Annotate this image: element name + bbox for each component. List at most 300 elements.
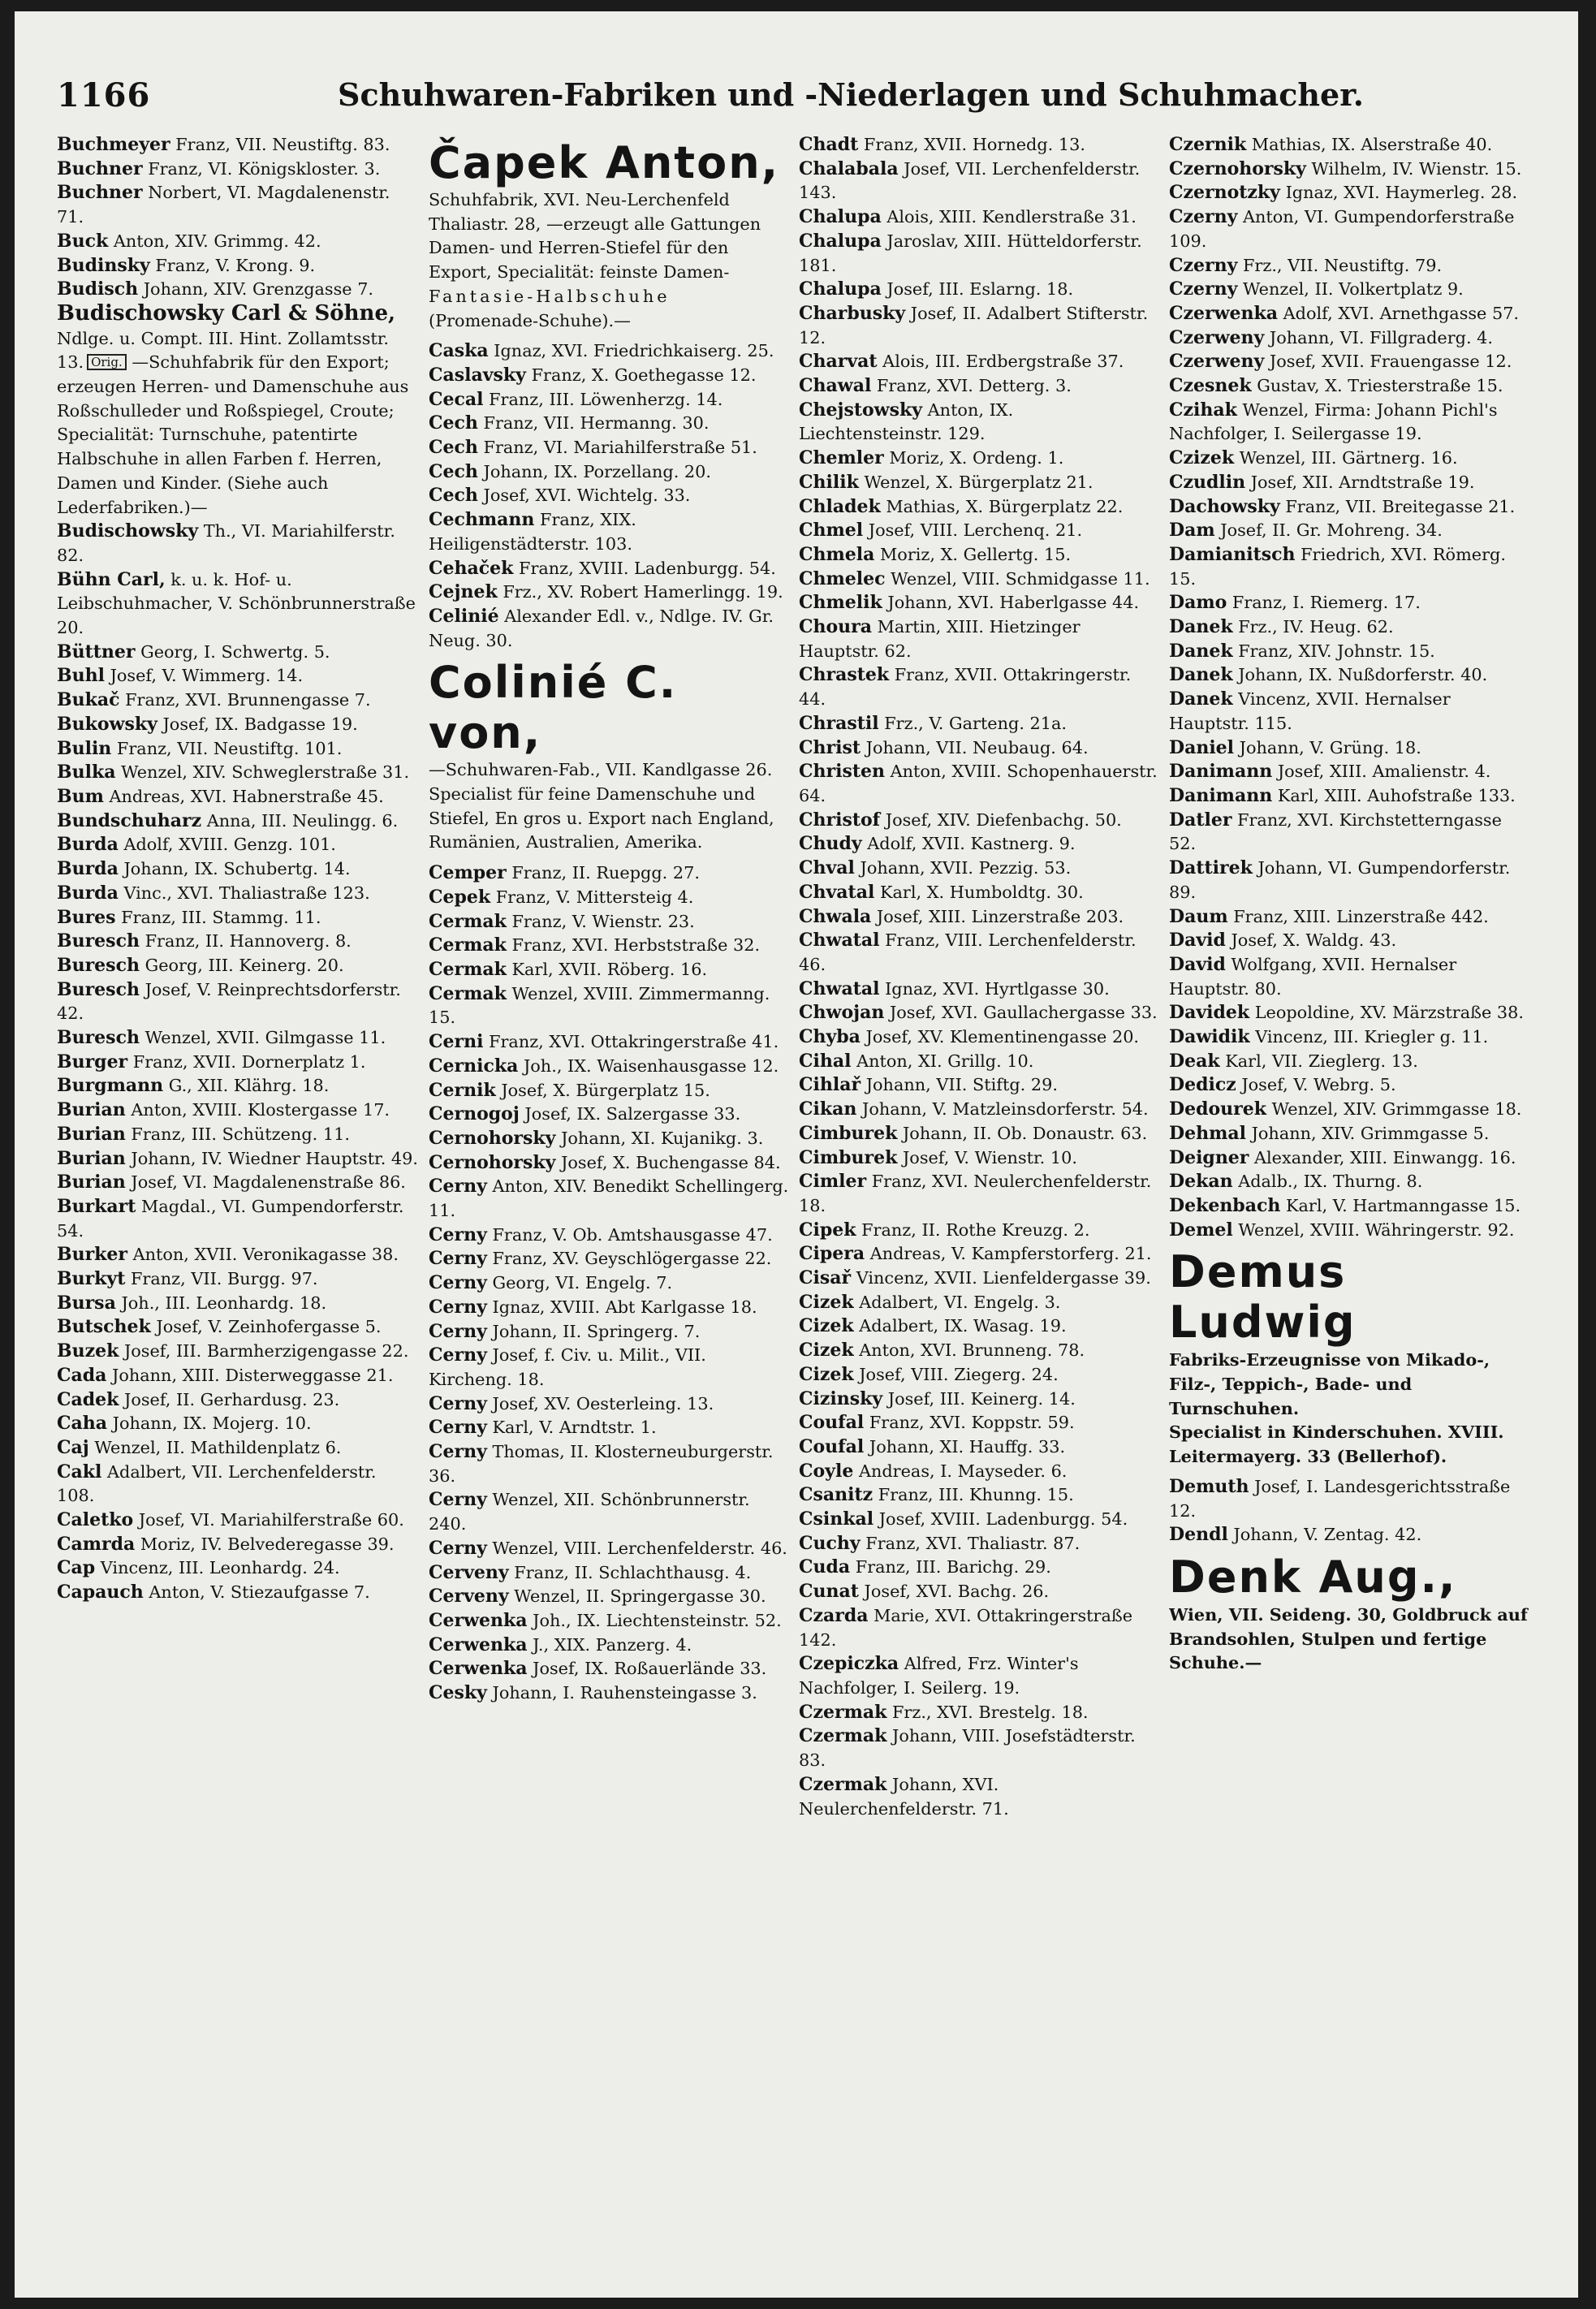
directory-entry xyxy=(799,1652,1160,1700)
directory-entry xyxy=(429,958,790,982)
entry-name: Dehmal xyxy=(1169,1122,1246,1144)
directory-entry xyxy=(799,881,1160,905)
entry-name: Chladek xyxy=(799,495,881,517)
directory-entry xyxy=(57,1074,418,1098)
entry-name: Celinié xyxy=(429,605,499,627)
entry-address: Josef, IX. Roßauerlände 33. xyxy=(527,1659,767,1679)
entry-name: Czudlin xyxy=(1169,471,1246,493)
page-title: Schuhwaren-Fabriken und -Niederlagen und Schuhmacher. xyxy=(338,76,1364,113)
directory-entry xyxy=(799,471,1160,495)
directory-entry xyxy=(799,1388,1160,1412)
directory-entry xyxy=(429,934,790,958)
entry-name: Cech xyxy=(429,460,478,482)
entry-name: Burgmann xyxy=(57,1075,164,1097)
directory-entry xyxy=(57,688,418,713)
entry-name: Chmela xyxy=(799,543,875,565)
directory-entry xyxy=(1169,1098,1530,1122)
directory-entry xyxy=(799,278,1160,302)
entry-name: Chudy xyxy=(799,833,862,855)
directory-entry xyxy=(1169,205,1530,253)
directory-entry xyxy=(799,1001,1160,1025)
entry-name: Caha xyxy=(57,1413,108,1435)
entry-address: Norbert, VI. Magdalenenstr. 71. xyxy=(57,183,390,227)
entry-address: Josef, V. Webrg. 5. xyxy=(1236,1075,1396,1095)
entry-name: Cimburek xyxy=(799,1146,898,1168)
entry-address: Johann, XIII. Disterweggasse 21. xyxy=(106,1365,394,1385)
directory-entry xyxy=(1169,1122,1530,1146)
entry-address: Wenzel, III. Gärtnerg. 16. xyxy=(1234,448,1458,468)
entry-address: Josef, XII. Arndtstraße 19. xyxy=(1245,472,1475,492)
directory-entry xyxy=(799,1098,1160,1122)
entry-name: Danimann xyxy=(1169,761,1273,783)
directory-entry xyxy=(429,1537,790,1561)
entry-name: Büttner xyxy=(57,641,136,662)
entry-name: Cerny xyxy=(429,1320,487,1342)
entry-address: Anton, XVIII. Schopenhauerstr. 64. xyxy=(799,762,1158,805)
directory-entry xyxy=(799,302,1160,350)
entry-name: Cermak xyxy=(429,910,507,932)
entry-name: Cerni xyxy=(429,1031,484,1053)
advertisement-text: Schuhfabrik, XVI. Neu-Lerchenfeld Thaliastr. 28, —erzeugt alle Gattungen Damen- und Herren-Stiefel für den Export, Specialität: feinste Damen- xyxy=(429,190,761,283)
advertiser-name: Denk Aug., xyxy=(1169,1551,1457,1603)
entry-name: Cizek xyxy=(799,1291,854,1313)
entry-name: Czarda xyxy=(799,1604,869,1626)
entry-address: Wolfgang, XVII. Hernalser Hauptstr. 80. xyxy=(1169,954,1457,999)
entry-address: Franz, XVI. Neulerchenfelderstr. 18. xyxy=(799,1172,1152,1215)
entry-name: Cerny xyxy=(429,1392,487,1414)
advertisement-text: Fabriks-Erzeugnisse von Mikado-, Filz-, Teppich-, Bade- und Turnschuhen. xyxy=(1169,1349,1490,1418)
directory-entry xyxy=(57,133,418,158)
entry-name: Cermak xyxy=(429,958,507,980)
entry-name: Cizek xyxy=(799,1363,854,1385)
entry-name: Danek xyxy=(1169,664,1233,686)
entry-name: Burda xyxy=(57,858,119,880)
entry-address: Alfred, Frz. Winter's Nachfolger, I. Seilerg. 19. xyxy=(799,1654,1079,1698)
entry-address: Adolf, XVI. Arnethgasse 57. xyxy=(1278,303,1520,323)
entry-name: Deigner xyxy=(1169,1146,1249,1168)
entry-address: Josef, XVI. Wichtelg. 33. xyxy=(477,486,691,506)
directory-entry xyxy=(799,1701,1160,1725)
entry-name: Chwatal xyxy=(799,930,880,952)
entry-address: Johann, XVII. Pezzig. 53. xyxy=(854,858,1072,878)
entry-name: Burkart xyxy=(57,1195,136,1217)
entry-address: Vincenz, XVII. Lienfeldergasse 39. xyxy=(851,1268,1151,1288)
entry-name: Buresch xyxy=(57,978,140,1000)
entry-address: Anton, XI. Grillg. 10. xyxy=(851,1051,1034,1071)
directory-entry xyxy=(799,543,1160,568)
entry-address: k. u. k. Hof- u. Leibschuhmacher, V. Schönbrunnerstraße 20. xyxy=(57,569,416,638)
directory-entry xyxy=(429,580,790,605)
entry-name: Cechmann xyxy=(429,509,535,531)
entry-name: Chawal xyxy=(799,375,872,397)
entry-name: Coufal xyxy=(799,1435,865,1457)
directory-entry xyxy=(429,1296,790,1320)
entry-name: Bukowsky xyxy=(57,713,157,735)
entry-address: Josef, V. Wimmerg. 14. xyxy=(104,666,304,686)
entry-address: Franz, VII. Neustiftg. 101. xyxy=(111,738,343,758)
entry-address: Frz., V. Garteng. 21a. xyxy=(878,713,1068,733)
entry-name: David xyxy=(1169,930,1226,952)
entry-address: Franz, VII. Neustiftg. 83. xyxy=(170,135,390,154)
directory-entry xyxy=(429,1030,790,1055)
directory-entry xyxy=(429,1440,790,1488)
entry-name: Buresch xyxy=(57,954,140,976)
entry-address: Josef, VIII. Lerchenq. 21. xyxy=(863,520,1083,541)
directory-entry xyxy=(799,1580,1160,1604)
entry-name: Chalabala xyxy=(799,158,899,179)
directory-entry xyxy=(1169,350,1530,374)
entry-address: Josef, XIV. Diefenbachg. 50. xyxy=(880,809,1122,830)
directory-entry xyxy=(57,857,418,882)
entry-address: Franz, X. Goethegasse 12. xyxy=(525,365,757,385)
directory-page xyxy=(15,11,1578,2298)
directory-entry xyxy=(57,1315,418,1340)
directory-entry xyxy=(57,568,418,641)
entry-address: Johann, V. Grüng. 18. xyxy=(1234,737,1421,757)
entry-address: Franz, I. Riemerg. 17. xyxy=(1227,593,1421,613)
entry-name: Czerweny xyxy=(1169,351,1265,373)
directory-entry xyxy=(429,1585,790,1609)
entry-name: Buresch xyxy=(57,1027,140,1049)
entry-address: Adalb., IX. Thurng. 8. xyxy=(1232,1172,1423,1192)
directory-entry xyxy=(799,1339,1160,1363)
entry-address: Johann, VI. Gumpendorferstr. 89. xyxy=(1169,858,1511,902)
entry-address: Anton, XVII. Veronikagasse 38. xyxy=(127,1245,399,1265)
directory-entry xyxy=(429,1320,790,1344)
entry-name: Budisch xyxy=(57,278,139,300)
directory-entry xyxy=(57,664,418,688)
entry-address: Anton, XVIII. Klostergasse 17. xyxy=(125,1100,390,1120)
directory-entry xyxy=(429,1488,790,1536)
directory-entry xyxy=(57,1533,418,1557)
entry-address: Franz, XVII. Ottakringerstr. 44. xyxy=(799,665,1132,710)
directory-entry xyxy=(799,230,1160,278)
entry-name: Csinkal xyxy=(799,1508,874,1530)
directory-entry xyxy=(1169,905,1530,930)
entry-address: Johann, IX. Nußdorferstr. 40. xyxy=(1232,665,1488,685)
entry-name: Buresch xyxy=(57,930,140,952)
directory-entry xyxy=(429,460,790,485)
entry-address: Karl, XIII. Auhofstraße 133. xyxy=(1272,785,1516,805)
entry-address: Karl, X. Humboldtg. 30. xyxy=(874,882,1084,902)
entry-address: Josef, X. Waldg. 43. xyxy=(1225,930,1397,951)
directory-entry xyxy=(57,641,418,665)
directory-entry xyxy=(429,1103,790,1127)
entry-address: Wenzel, XVIII. Zimmermanng. 15. xyxy=(429,983,770,1028)
entry-address: Johann, VII. Stiftg. 29. xyxy=(861,1075,1058,1095)
entry-name: Chadt xyxy=(799,134,859,155)
directory-entry xyxy=(429,1561,790,1586)
entry-name: Chrastil xyxy=(799,712,879,734)
entry-address: Josef, V. Reinprechtsdorferstr. 42. xyxy=(57,979,401,1024)
directory-entry xyxy=(799,1460,1160,1484)
column-4 xyxy=(1169,133,1530,2293)
entry-address: Wenzel, XIV. Grimmgasse 18. xyxy=(1266,1099,1522,1120)
directory-entry xyxy=(1169,471,1530,495)
entry-address: Johann, V. Matzleinsdorferstr. 54. xyxy=(856,1099,1149,1120)
entry-name: Cisař xyxy=(799,1267,852,1289)
advertisement-entry xyxy=(429,138,790,333)
entry-name: Budinsky xyxy=(57,254,150,276)
entry-name: Cerny xyxy=(429,1176,487,1198)
entry-name: Dawidik xyxy=(1169,1026,1250,1048)
directory-entry xyxy=(799,1073,1160,1098)
directory-entry xyxy=(429,1247,790,1271)
directory-entry xyxy=(1169,615,1530,640)
entry-name: Caslavsky xyxy=(429,364,526,386)
entry-name: Cerwenka xyxy=(429,1658,528,1680)
entry-address: J., XIX. Panzerg. 4. xyxy=(527,1634,692,1655)
entry-name: Cizinsky xyxy=(799,1388,883,1409)
entry-address: Johann, IX. Mojerg. 10. xyxy=(107,1413,312,1434)
entry-name: Christ xyxy=(799,736,861,758)
entry-address: Josef, VIII. Ziegerg. 24. xyxy=(853,1364,1059,1384)
entry-name: Cerny xyxy=(429,1296,487,1318)
entry-address: Alois, III. Erdbergstraße 37. xyxy=(877,352,1124,372)
entry-address: Franz, II. Ruepgg. 27. xyxy=(506,863,700,883)
entry-address: Franz, III. Stammg. 11. xyxy=(115,907,321,927)
entry-name: Bühn Carl, xyxy=(57,568,166,590)
entry-name: Butschek xyxy=(57,1316,151,1338)
entry-name: Caletko xyxy=(57,1509,134,1531)
directory-entry xyxy=(429,1271,790,1296)
entry-name: Chwatal xyxy=(799,978,880,999)
entry-address: Wenzel, Firma: Johann Pichl's Nachfolger, I. Seilergasse 19. xyxy=(1169,399,1498,444)
entry-name: Cermak xyxy=(429,934,507,956)
entry-address: Franz, XVIII. Ladenburgg. 54. xyxy=(513,558,776,578)
entry-name: Capauch xyxy=(57,1582,144,1603)
entry-address: Johann, VIII. Josefstädterstr. 83. xyxy=(799,1726,1136,1771)
entry-address: Anton, IX. Liechtensteinstr. 129. xyxy=(799,399,1014,444)
entry-address: Ignaz, XVIII. Abt Karlgasse 18. xyxy=(486,1297,757,1317)
entry-address: Wenzel, XVIII. Währingerstr. 92. xyxy=(1232,1219,1515,1240)
entry-name: Davidek xyxy=(1169,1002,1250,1024)
directory-entry xyxy=(57,1340,418,1364)
entry-address: Franz, VI. Mariahilferstraße 51. xyxy=(477,438,757,458)
entry-name: Danek xyxy=(1169,616,1233,638)
directory-entry xyxy=(1169,1194,1530,1219)
entry-name: Cernicka xyxy=(429,1055,519,1077)
entry-name: Buchner xyxy=(57,158,143,179)
entry-address: Johann, XIV. Grenzgasse 7. xyxy=(138,279,374,300)
entry-address: Josef, II. Gerhardusg. 23. xyxy=(119,1389,340,1409)
entry-address: Frz., VII. Neustiftg. 79. xyxy=(1237,255,1443,275)
entry-address: Josef, XVI. Gaullachergasse 33. xyxy=(884,1003,1158,1023)
directory-entry xyxy=(799,1267,1160,1291)
directory-entry xyxy=(57,1171,418,1195)
entry-address: Franz, III. Löwenherzg. 14. xyxy=(483,389,723,409)
entry-name: Choura xyxy=(799,616,873,638)
directory-entry xyxy=(429,1416,790,1440)
entry-address: Joh., III. Leonhardg. 18. xyxy=(115,1293,327,1313)
page-number: 1166 xyxy=(57,76,151,114)
entry-address: Wenzel, II. Springergasse 30. xyxy=(508,1586,766,1607)
entry-address: Josef, II. Gr. Mohreng. 34. xyxy=(1214,520,1443,541)
directory-entry xyxy=(1169,158,1530,182)
entry-name: Cihlař xyxy=(799,1074,861,1096)
directory-entry xyxy=(57,1123,418,1147)
advertisement-text: Specialist in Kinderschuhen. XVIII. Leitermayerg. 33 (Bellerhof). xyxy=(1169,1422,1504,1467)
entry-address: Franz, XVI. Brunnengasse 7. xyxy=(119,690,371,710)
entry-name: Buzek xyxy=(57,1340,119,1362)
directory-entry xyxy=(799,1170,1160,1218)
entry-address: Franz, V. Wienstr. 23. xyxy=(506,911,695,931)
entry-name: Dattirek xyxy=(1169,857,1253,879)
advertiser-name: Colinié C. von, xyxy=(429,657,678,759)
entry-name: Cerny xyxy=(429,1537,487,1559)
directory-entry xyxy=(799,905,1160,930)
entry-address: Adolf, XVIII. Genzg. 101. xyxy=(118,835,336,855)
entry-name: Cerny xyxy=(429,1248,487,1270)
directory-entry xyxy=(57,954,418,978)
entry-address: Johann, VII. Neubaug. 64. xyxy=(861,737,1089,757)
directory-entry xyxy=(429,1127,790,1151)
entry-address: Wenzel, X. Bürgerplatz 21. xyxy=(858,472,1093,492)
entry-address: Georg, VI. Engelg. 7. xyxy=(486,1273,673,1293)
entry-address: Ndlge. u. Compt. III. Hint. Zollamtsstr. 13. xyxy=(57,328,390,373)
entry-name: Bursa xyxy=(57,1292,116,1314)
directory-entry xyxy=(429,1344,790,1392)
directory-entry xyxy=(429,1151,790,1176)
entry-name: Cepek xyxy=(429,886,491,908)
directory-entry xyxy=(1169,254,1530,278)
directory-entry xyxy=(57,158,418,182)
directory-entry xyxy=(429,886,790,910)
directory-entry xyxy=(429,1657,790,1681)
entry-address: Moriz, IV. Belvederegasse 39. xyxy=(135,1534,395,1554)
directory-entry xyxy=(799,1483,1160,1508)
directory-entry xyxy=(799,760,1160,808)
entry-address: Mathias, IX. Alserstraße 40. xyxy=(1246,135,1493,154)
entry-name: Chwojan xyxy=(799,1002,885,1024)
entry-name: Chmelik xyxy=(799,592,882,614)
entry-name: Burian xyxy=(57,1123,126,1145)
entry-name: Cimburek xyxy=(799,1122,898,1144)
directory-entry xyxy=(799,857,1160,881)
entry-name: Cermak xyxy=(429,982,507,1004)
directory-entry xyxy=(1169,736,1530,761)
directory-entry xyxy=(429,1175,790,1223)
directory-entry xyxy=(57,1026,418,1051)
entry-name: Burda xyxy=(57,882,119,904)
entry-name: Czerny xyxy=(1169,278,1238,300)
entry-address: Johann, XIV. Grimmgasse 5. xyxy=(1245,1123,1490,1143)
directory-entry xyxy=(57,1461,418,1508)
entry-name: Danimann xyxy=(1169,784,1273,806)
directory-entry xyxy=(799,158,1160,205)
entry-address: Josef, V. Wienstr. 10. xyxy=(897,1147,1077,1167)
directory-entry xyxy=(57,737,418,762)
entry-name: Charbusky xyxy=(799,302,906,324)
entry-name: Cipera xyxy=(799,1243,865,1265)
entry-name: Cadek xyxy=(57,1388,119,1410)
entry-name: Damianitsch xyxy=(1169,543,1296,565)
entry-address: Johann, I. Rauhensteingasse 3. xyxy=(486,1683,757,1703)
entry-address: Franz, XVI. Detterg. 3. xyxy=(871,376,1072,396)
directory-entry xyxy=(57,1412,418,1436)
entry-address: Wilhelm, IV. Wienstr. 15. xyxy=(1305,158,1522,179)
entry-address: Johann, IV. Wiedner Hauptstr. 49. xyxy=(125,1148,418,1168)
entry-address: Alexander, XIII. Einwangg. 16. xyxy=(1249,1147,1516,1167)
directory-entry xyxy=(1169,929,1530,953)
directory-entry xyxy=(429,605,790,653)
entry-name: Czihak xyxy=(1169,399,1237,421)
directory-entry xyxy=(1169,302,1530,326)
entry-address: Frz., XV. Robert Hamerlingg. 19. xyxy=(497,582,783,602)
entry-name: Czerweny xyxy=(1169,326,1265,348)
directory-entry xyxy=(57,785,418,809)
directory-entry xyxy=(799,1025,1160,1050)
entry-address: Johann, XI. Kujanikg. 3. xyxy=(555,1128,764,1148)
entry-address: Anton, VI. Gumpendorferstraße 109. xyxy=(1169,207,1515,251)
directory-entry xyxy=(57,1267,418,1292)
advertisement-entry xyxy=(1169,1552,1530,1675)
entry-address: Franz, VIII. Lerchenfelderstr. 46. xyxy=(799,930,1137,974)
directory-entry xyxy=(429,388,790,412)
entry-address: Josef, XVI. Bachg. 26. xyxy=(858,1582,1050,1602)
entry-address: Georg, III. Keinerg. 20. xyxy=(139,955,344,975)
directory-entry xyxy=(799,1532,1160,1556)
entry-address: Franz, XVI. Koppstr. 59. xyxy=(864,1413,1075,1433)
directory-entry xyxy=(799,205,1160,230)
directory-entry xyxy=(429,1079,790,1103)
entry-name: Cerny xyxy=(429,1417,487,1439)
entry-address: Adalbert, VI. Engelg. 3. xyxy=(853,1292,1061,1312)
entry-name: Chvatal xyxy=(799,881,875,903)
entry-name: Dendl xyxy=(1169,1524,1228,1546)
entry-address: Vincenz, III. Kriegler g. 11. xyxy=(1249,1027,1489,1047)
directory-entry xyxy=(1169,640,1530,664)
entry-name: Dam xyxy=(1169,520,1215,542)
directory-entry xyxy=(1169,1219,1530,1243)
entry-name: Cizek xyxy=(799,1315,854,1337)
entry-name: Danek xyxy=(1169,640,1233,662)
entry-name: David xyxy=(1169,953,1226,975)
directory-entry xyxy=(1169,447,1530,471)
entry-address: Franz, XVII. Dornerplatz 1. xyxy=(127,1051,366,1072)
entry-name: Czermak xyxy=(799,1773,887,1795)
entry-address: Johann, V. Zentag. 42. xyxy=(1227,1525,1422,1545)
directory-entry xyxy=(799,978,1160,1002)
entry-address: Franz, II. Rothe Kreuzg. 2. xyxy=(856,1219,1090,1240)
entry-address: Franz, III. Barichg. 29. xyxy=(850,1557,1051,1577)
entry-name: Cerwenka xyxy=(429,1609,528,1631)
entry-name: Caj xyxy=(57,1436,89,1458)
directory-entry xyxy=(1169,1146,1530,1171)
advertisement-entry xyxy=(1169,1247,1530,1469)
directory-entry-large xyxy=(57,302,418,520)
directory-entry xyxy=(429,364,790,388)
entry-address: Vincenz, XVII. Hernalser Hauptstr. 115. xyxy=(1169,689,1451,733)
entry-name: Czermak xyxy=(799,1725,887,1747)
column-3 xyxy=(799,133,1160,2293)
entry-name: Coufal xyxy=(799,1412,865,1434)
entry-address: Joh., IX. Liechtensteinstr. 52. xyxy=(527,1610,782,1630)
entry-name: Cuchy xyxy=(799,1532,861,1554)
directory-entry xyxy=(799,1604,1160,1652)
entry-address: Johann, II. Springerg. 7. xyxy=(486,1321,701,1341)
entry-name: Dekenbach xyxy=(1169,1194,1281,1216)
entry-name: Demuth xyxy=(1169,1475,1249,1497)
entry-name: Cerveny xyxy=(429,1586,509,1608)
entry-name: Czesnek xyxy=(1169,375,1252,397)
entry-name: Cerny xyxy=(429,1441,487,1463)
entry-address: Karl, V. Hartmanngasse 15. xyxy=(1280,1195,1521,1215)
entry-address: Adalbert, VII. Lerchenfelderstr. 108. xyxy=(57,1461,377,1506)
directory-entry xyxy=(799,832,1160,857)
entry-name: Buhl xyxy=(57,665,105,687)
entry-address: Josef, V. Zeinhofergasse 5. xyxy=(150,1317,382,1337)
